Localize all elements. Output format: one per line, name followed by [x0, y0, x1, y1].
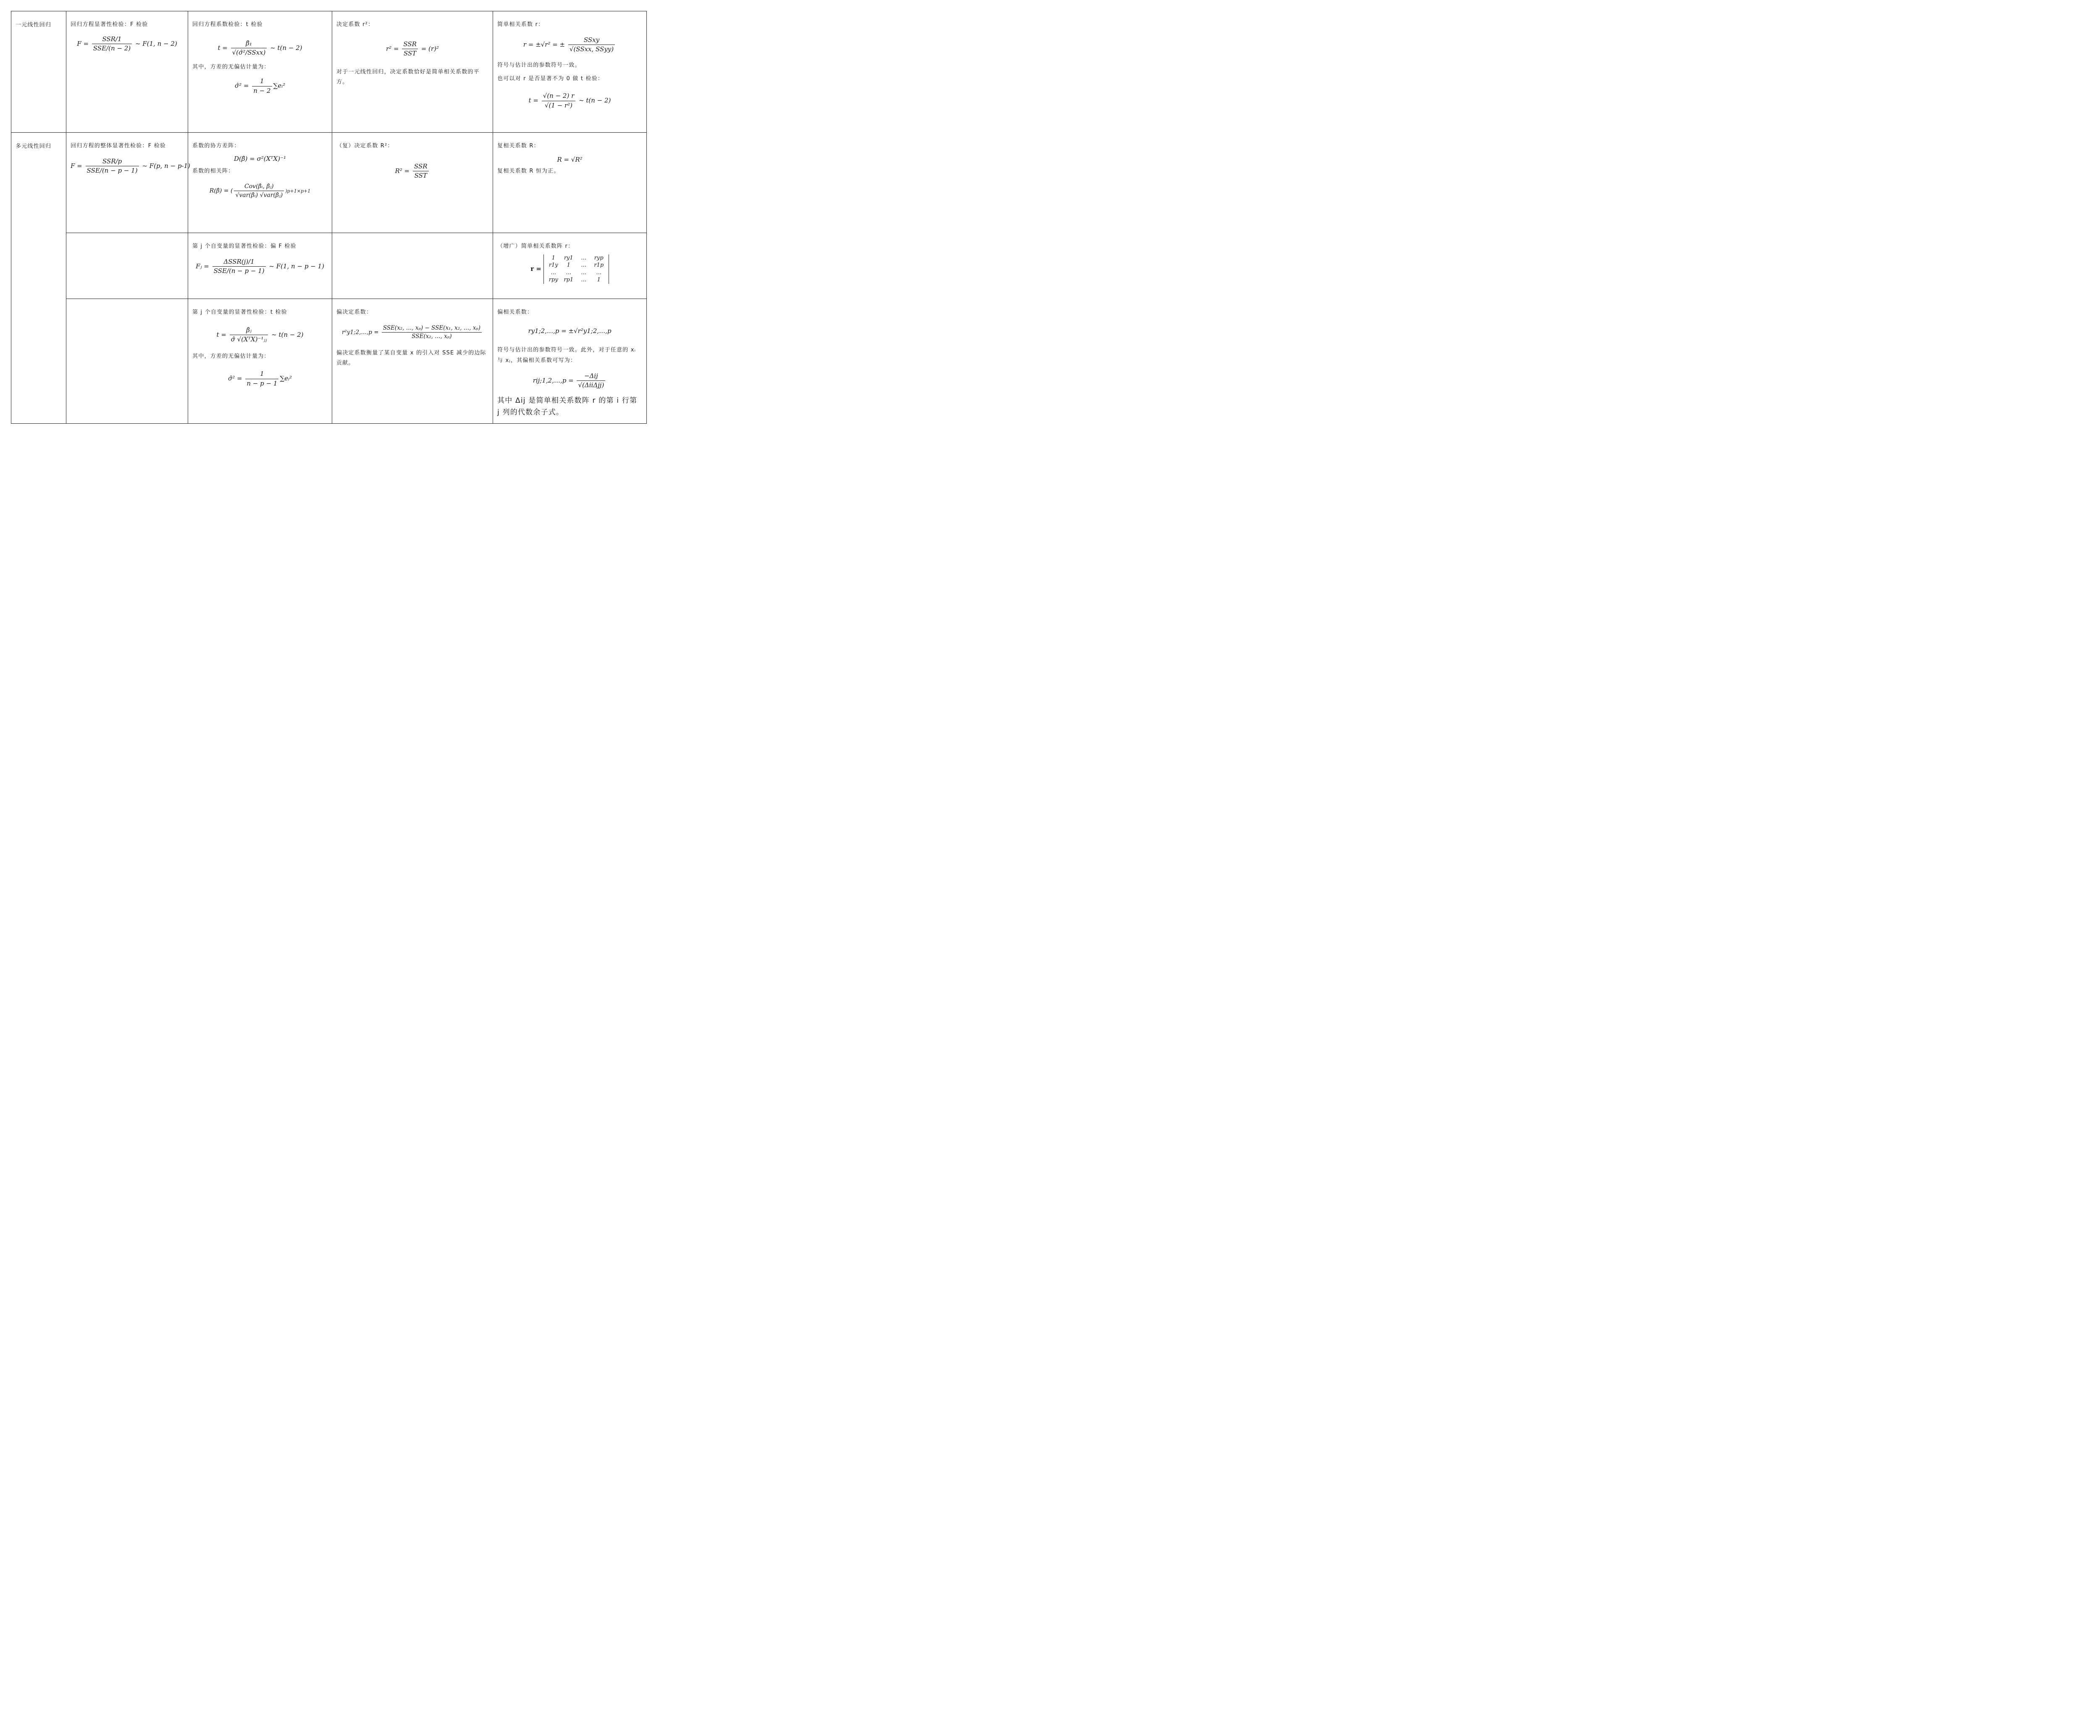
- matrix-row: [546, 276, 606, 284]
- formula-R2: [336, 163, 488, 180]
- row-partial-t: [11, 299, 647, 424]
- cell-title: 第 j 个自变量的显著性检验：偏 F 检验: [192, 243, 297, 249]
- formula-variance: [192, 370, 328, 388]
- matrix-cell: r1y: [549, 262, 558, 269]
- frac-numerator: SSR: [403, 40, 417, 48]
- formula-rhs: ∑eᵢ²: [273, 82, 286, 90]
- formula-t-r: [497, 92, 642, 110]
- row-partial-f: [11, 233, 647, 299]
- formula-table: [11, 11, 647, 424]
- fraction: [92, 35, 132, 53]
- formula-lhs: F =: [77, 39, 89, 47]
- frac-numerator: 1: [260, 370, 264, 378]
- formula-lhs: r =: [530, 265, 541, 273]
- cell-note: 也可以对 r 是否显著不为 0 做 t 检验：: [497, 76, 604, 82]
- matrix-cell: …: [581, 277, 587, 283]
- cell-note: 对于一元线性回归，决定系数恰好是简单相关系数的平方。: [336, 68, 480, 86]
- formula-rhs: ~ F(1, n − p − 1): [269, 262, 324, 270]
- matrix-cell: …: [581, 262, 587, 269]
- row-simple-regression: [11, 11, 647, 133]
- cell-corr-matrix: [493, 233, 647, 299]
- cell-title: 回归方程系数检验：t 检验: [192, 21, 263, 28]
- matrix-cell: …: [566, 269, 572, 276]
- fraction: [213, 258, 266, 275]
- formula-t-simple: [192, 39, 328, 57]
- matrix-cell: r1p: [594, 262, 604, 269]
- cell-title: 简单相关系数 r：: [497, 21, 544, 28]
- formula-rhs: ~ F(p, n − p-1): [142, 162, 190, 170]
- cell-note: 其中，方差的无偏估计量为：: [192, 353, 270, 359]
- formula-f-simple: [71, 35, 184, 53]
- matrix-cell: …: [596, 269, 602, 276]
- cell-multiple-R: [493, 133, 647, 233]
- matrix-cell: rp1: [564, 277, 574, 283]
- formula-variance: [192, 77, 328, 95]
- row-label-simple: [11, 11, 66, 133]
- fraction: [86, 157, 139, 175]
- cell-multiple-cov: [188, 133, 332, 233]
- cell-simple-r2: [332, 11, 493, 133]
- matrix-row: [546, 254, 606, 262]
- matrix-cell: …: [581, 254, 587, 261]
- formula-cov: D(β̂) = σ²(XᵀX)⁻¹: [234, 155, 286, 163]
- frac-numerator: Cov(β̂ᵢ, β̂ⱼ): [244, 183, 274, 190]
- frac-numerator: √(n − 2) r: [543, 92, 575, 100]
- matrix-cell: ry1: [564, 254, 573, 261]
- formula-rhs: ~ t(n − 2): [271, 330, 304, 338]
- cell-title: 偏决定系数：: [336, 309, 373, 315]
- formula-lhs: r = ±√r² = ±: [523, 40, 565, 48]
- cell-footer: 其中 Δij 是简单相关系数阵 r 的第 i 行第 j 列的代数余子式。: [497, 396, 638, 417]
- fraction: [245, 370, 278, 388]
- formula-partial-r: ry1;2,…,p = ±√r²y1;2,…,p: [528, 327, 612, 335]
- formula-lhs: F =: [71, 162, 82, 170]
- frac-denominator: SSE/(n − p − 1): [86, 166, 139, 175]
- cell-partial-r: [493, 299, 647, 424]
- frac-denominator: SSE/(n − p − 1): [213, 266, 266, 275]
- row-label-multiple: [11, 133, 66, 424]
- frac-denominator: n − 2: [252, 86, 272, 95]
- formula-corr-matrix: [497, 254, 642, 284]
- cell-note: 偏决定系数衡量了某自变量 x 的引入对 SSE 减少的边际贡献。: [336, 349, 486, 367]
- formula-r: [497, 36, 642, 54]
- formula-lhs: t =: [528, 97, 538, 105]
- formula-rhs: )p+1×p+1: [285, 188, 311, 194]
- matrix-cell: 1: [551, 254, 555, 261]
- formula-rhs: ~ t(n − 2): [579, 97, 611, 105]
- formula-rij: [497, 372, 642, 390]
- formula-lhs: R² =: [395, 167, 410, 175]
- fraction: [234, 183, 284, 199]
- fraction: [542, 92, 576, 110]
- cell-partial-t: [188, 299, 332, 424]
- formula-partial-f: [192, 258, 328, 275]
- fraction: [577, 372, 605, 390]
- cell-simple-t-test: [188, 11, 332, 133]
- cell-simple-f-test: [66, 11, 188, 133]
- formula-lhs: t =: [216, 330, 226, 338]
- cell-note: 复相关系数 R 恒为正。: [497, 168, 560, 175]
- matrix-cell: ryp: [594, 254, 604, 261]
- row-multiple-regression: [11, 133, 647, 233]
- formula-lhs: R(β̂) = (: [209, 187, 233, 194]
- formula-r2: [336, 40, 488, 58]
- cell-title: 回归方程的整体显著性检验：F 检验: [71, 143, 166, 149]
- frac-numerator: ΔSSR(j)/1: [223, 257, 255, 265]
- fraction: [231, 39, 267, 57]
- frac-denominator: SSE/(n − 2): [92, 44, 132, 53]
- formula-lhs: r² =: [386, 45, 399, 52]
- formula-rhs: ∑eᵢ²: [280, 375, 292, 383]
- matrix-cell: rpy: [549, 277, 558, 283]
- cell-partial-r2: [332, 299, 493, 424]
- formula-partial-r2: [336, 325, 488, 341]
- frac-denominator: √(ΔiiΔjj): [577, 380, 605, 390]
- formula-rhs: = (r)²: [421, 45, 439, 52]
- fraction: [568, 36, 615, 54]
- cell-partial-f: [188, 233, 332, 299]
- cell-note: 符号与估计出的参数符号一致。此外，对于任意的 xᵢ 与 xⱼ，其偏相关系数可写为：: [497, 347, 636, 364]
- cell-multiple-R2: [332, 133, 493, 233]
- frac-numerator: SSxy: [583, 36, 600, 44]
- cell-title: 第 j 个自变量的显著性检验：t 检验: [192, 309, 287, 315]
- frac-numerator: 1: [260, 77, 264, 85]
- fraction: [382, 325, 482, 341]
- cell-note: 系数的相关阵：: [192, 168, 234, 175]
- cell-title: 决定系数 r²：: [336, 21, 374, 28]
- frac-numerator: β̂₁: [246, 39, 252, 47]
- frac-denominator: SSE(x₂, …, xₚ): [382, 332, 482, 341]
- cell-empty: [332, 233, 493, 299]
- cell-note: 其中，方差的无偏估计量为：: [192, 63, 270, 70]
- frac-denominator: n − p − 1: [245, 379, 278, 388]
- cell-empty: [66, 233, 188, 299]
- cell-simple-r: [493, 11, 647, 133]
- matrix-cell: 1: [567, 262, 570, 269]
- formula-lhs: t =: [218, 44, 228, 52]
- formula-partial-t: [192, 326, 328, 344]
- frac-denominator: √(SSxx, SSyy): [568, 45, 615, 54]
- matrix-cell: 1: [597, 277, 601, 283]
- cell-note: 符号与估计出的参数符号一致。: [497, 62, 581, 68]
- fraction: [402, 40, 418, 58]
- frac-denominator: √var(β̂ᵢ) √var(β̂ⱼ): [234, 191, 284, 199]
- fraction: [230, 326, 268, 344]
- formula-lhs: rij;1,2,…,p =: [533, 376, 574, 384]
- cell-multiple-f-test: [66, 133, 188, 233]
- formula-lhs: r²y1;2,…,p =: [341, 329, 379, 336]
- frac-denominator: √(σ̂²/SSxx): [231, 48, 267, 57]
- formula-rhs: ~ t(n − 2): [270, 44, 302, 52]
- cell-title: （增广）简单相关系数阵 r：: [497, 243, 574, 249]
- matrix-cell: …: [551, 269, 556, 276]
- formula-corr: [192, 183, 328, 199]
- cell-empty: [66, 299, 188, 424]
- frac-denominator: √(1 − r²): [542, 101, 576, 110]
- formula-lhs: σ̂² =: [234, 82, 249, 90]
- correlation-matrix: [543, 254, 609, 284]
- matrix-row: [546, 269, 606, 277]
- frac-numerator: SSR/p: [102, 157, 122, 165]
- formula-lhs: σ̂² =: [228, 375, 242, 383]
- row-label-text: 多元线性回归: [16, 143, 52, 149]
- row-label-text: 一元线性回归: [16, 22, 52, 28]
- cell-title: 回归方程显著性检验：F 检验: [71, 21, 148, 28]
- cell-title: 系数的协方差阵：: [192, 143, 240, 149]
- matrix-row: [546, 262, 606, 269]
- matrix-cell: …: [581, 269, 587, 276]
- frac-numerator: −Δij: [584, 372, 598, 380]
- formula-rhs: ~ F(1, n − 2): [135, 39, 177, 47]
- frac-denominator: σ̂ √(XᵀX)⁻¹ⱼⱼ: [230, 335, 268, 344]
- frac-numerator: SSE(x₂, …, xₚ) − SSE(x₁, x₂, …, xₚ): [383, 324, 481, 331]
- fraction: [413, 163, 429, 180]
- frac-numerator: SSR/1: [102, 35, 122, 43]
- formula-R: R = √R²: [557, 155, 583, 163]
- formula-f-multiple: [71, 157, 190, 175]
- formula-lhs: Fⱼ =: [196, 262, 209, 270]
- cell-title: 复相关系数 R：: [497, 143, 540, 149]
- cell-title: （复）决定系数 R²：: [336, 143, 394, 149]
- cell-title: 偏相关系数：: [497, 309, 533, 315]
- frac-denominator: SST: [402, 49, 418, 58]
- fraction: [252, 77, 272, 95]
- frac-denominator: SST: [413, 171, 429, 180]
- frac-numerator: β̂ⱼ: [246, 326, 252, 334]
- frac-numerator: SSR: [414, 162, 428, 170]
